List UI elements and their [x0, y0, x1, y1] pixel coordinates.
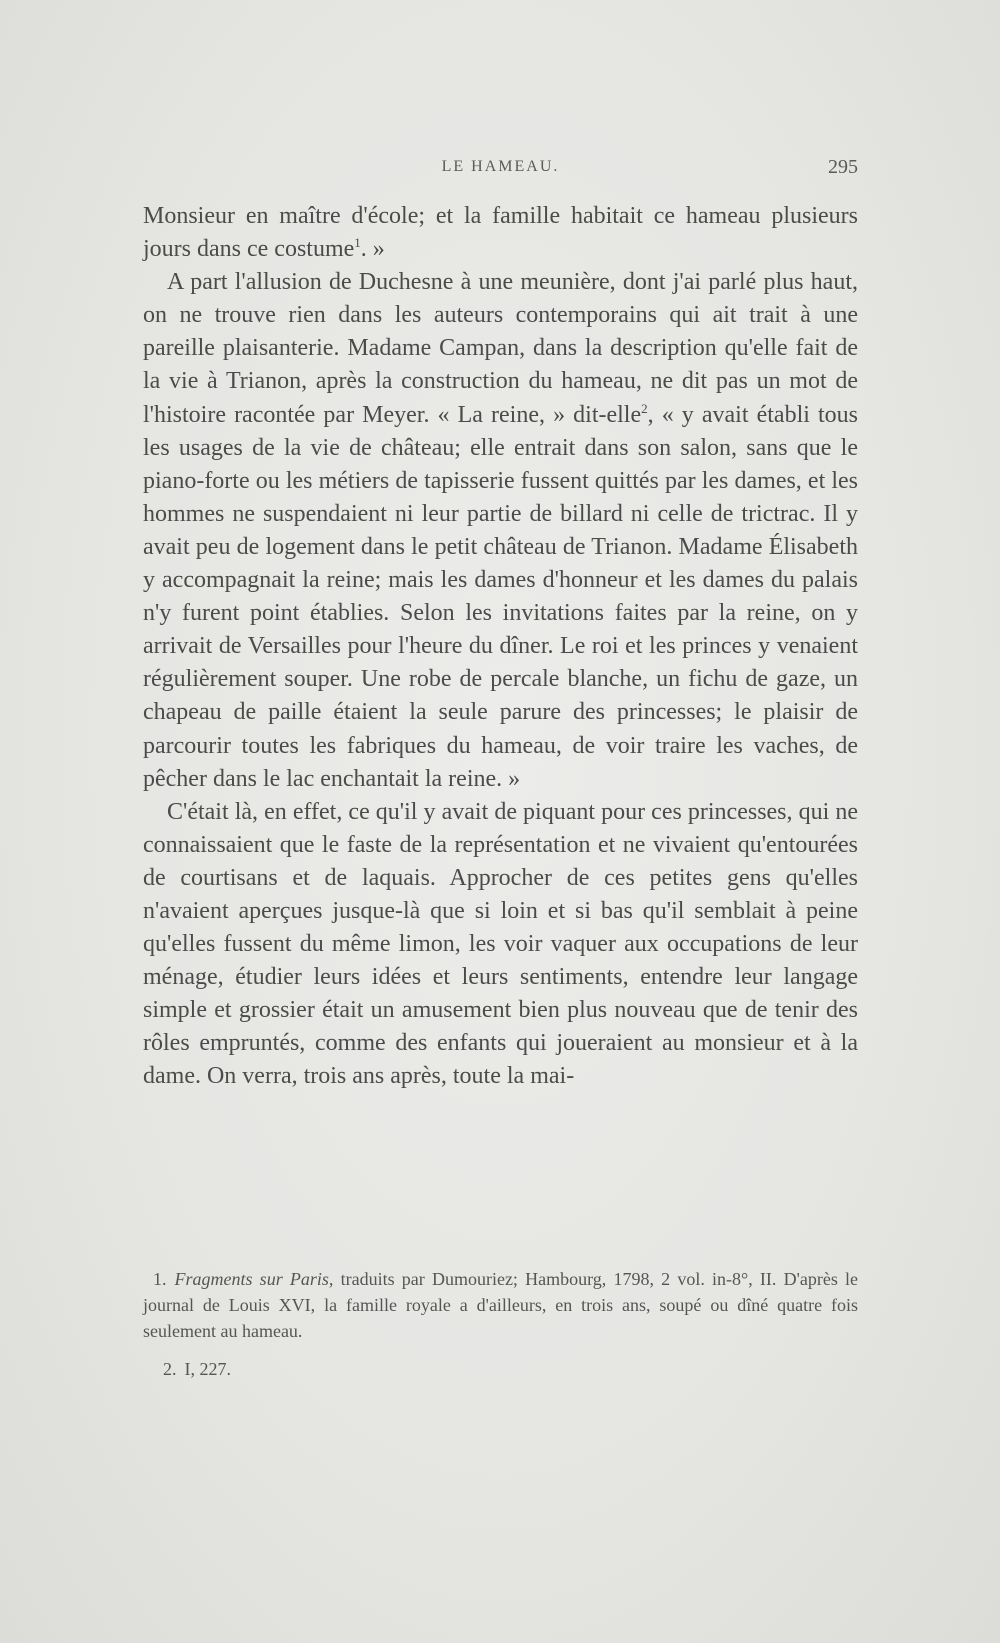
- running-title: LE HAMEAU.: [441, 158, 560, 175]
- text-run: . »: [360, 236, 385, 263]
- text-run: C'était là, en effet, ce qu'il y avait de piquant pour ces princesses, qui ne connaissaient que le faste de la représentation et ne vivaient qu'entourées de courtisans et de laquais. Approcher de ces petites gens qu'elles n'avaient aperçues jusque-là que si loin et si bas qu'il semblait à peine qu'elles fussent du même limon, les voir vaquer aux occupations de leur ménage, étudier leurs idées et leurs sentiments, entendre leur langage simple et grossier était un amusement bien plus nouveau que de tenir des rôles empruntés, comme des enfants qui joueraient au monsieur et à la dame. On verra, trois ans après, toute la mai-: [143, 798, 858, 1090]
- paragraph: [143, 200, 858, 266]
- footnote-number: 2.: [163, 1359, 177, 1379]
- footnote-marker: 1: [354, 235, 361, 251]
- body-text: [143, 200, 858, 1094]
- text-run: , « y avait établi tous les usages de la vie de château; elle entrait dans son salon, sans que le piano-forte ou les métiers de tapisserie fussent quittés par les dames, et les hommes ne suspendaient ni leur partie de billard ni celle de trictrac. Il y avait peu de logement dans le petit château de Trianon. Madame Élisabeth y accompagnait la reine; mais les dames d'honneur et les dames du palais n'y furent point établies. Selon les invitations faites par la reine, on y arrivait de Versailles pour l'heure du dîner. Le roi et les princes y venaient régulièrement souper. Une robe de percale blanche, un fichu de gaze, un chapeau de paille étaient la seule parure des princesses; le plaisir de parcourir toutes les fabriques du hameau, de voir traire les vaches, de pêcher dans le lac enchantait la reine. »: [143, 401, 858, 792]
- italic-text: Fragments sur Paris,: [174, 1269, 334, 1289]
- paragraph: [143, 796, 858, 1094]
- footnote-number: 1.: [153, 1269, 167, 1289]
- text-run: I, 227.: [184, 1359, 231, 1379]
- text-run: Monsieur en maître d'école; et la famille habitait ce hameau plusieurs jours dans ce costume: [143, 203, 858, 263]
- page-number: 295: [828, 156, 858, 178]
- page-header: [143, 158, 858, 182]
- footnote-marker: 2: [641, 400, 648, 416]
- text-run: traduits par Dumouriez; Hambourg, 1798, 2 vol. in-8°, II. D'après le journal de Louis XVI, la famille royale a d'ailleurs, en trois ans, soupé ou dîné quatre fois seulement au hameau.: [143, 1269, 859, 1341]
- footnotes: [143, 1266, 859, 1382]
- paragraph: [143, 266, 858, 796]
- footnote: [143, 1266, 858, 1344]
- footnote: [163, 1356, 858, 1382]
- text-run: A part l'allusion de Duchesne à une meunière, dont j'ai parlé plus haut, on ne trouve rien dans les auteurs contemporains qui ait trait à une pareille plaisanterie. Madame Campan, dans la description qu'elle fait de la vie à Trianon, après la construction du hameau, ne dit pas un mot de l'histoire racontée par Meyer. « La reine, » dit-elle: [143, 269, 858, 428]
